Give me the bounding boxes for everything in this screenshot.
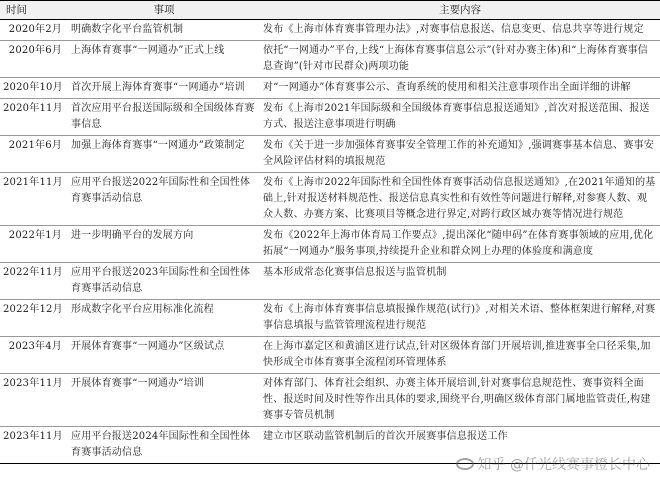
- row-desc: 在上海市嘉定区和黄浦区进行试点,针对区级体育部门开展培训,推进赛事全口径采集,加快形成全市体育赛事全流程闭环管理体系: [260, 337, 660, 374]
- row-desc: 发布《2022年上海市体育局工作要点》,提出深化“随申码”在体育赛事领域的应用,优化拓展“一网通办”服务事项,持续提升企业和群众网上办理的体验度和满意度: [260, 226, 660, 263]
- row-desc: 发布《上海市体育赛事管理办法》,对赛事信息报送、信息变更、信息共享等进行规定: [260, 20, 660, 41]
- row-date: 2022年12月: [0, 300, 68, 337]
- row-desc: 发布《上海市2021年国际级和全国级体育赛事信息报送通知》,首次对报送范围、报送方式、报送注意事项进行明确: [260, 99, 660, 136]
- row-date: 2023年11月: [0, 374, 68, 427]
- table-row: [0, 20, 660, 41]
- row-desc: 发布《上海市2022年国际性和全国性体育赛事活动信息报送通知》,在2021年通知的基础上,针对报送材料规范性、报送信息真实性和有效性等问题进行解释,对参赛人数、观众人数、办赛方案、比赛项目等概念进行界定,对跨行政区域办赛等情况进行规范: [260, 173, 660, 226]
- row-date: 2020年11月: [0, 99, 68, 136]
- table-header-row: [0, 1, 660, 20]
- row-desc: 发布《关于进一步加强体育赛事安全管理工作的补充通知》,强调赛事基本信息、赛事安全风险评估材料的填报规范: [260, 136, 660, 173]
- row-item: 首次应用平台报送国际级和全国级体育赛事信息: [68, 99, 260, 136]
- header-date: 时间: [0, 1, 68, 20]
- row-item: 加强上海体育赛事“一网通办”政策制定: [68, 136, 260, 173]
- table-row: [0, 337, 660, 374]
- row-date: 2021年11月: [0, 173, 68, 226]
- table-row: [0, 226, 660, 263]
- row-date: 2020年10月: [0, 78, 68, 99]
- row-desc: 对“一网通办”体育赛事公示、查询系统的使用和相关注意事项作出全面详细的讲解: [260, 78, 660, 99]
- row-item: 应用平台报送2023年国际性和全国性体育赛事活动信息: [68, 263, 260, 300]
- row-item: 形成数字化平台应用标准化流程: [68, 300, 260, 337]
- header-item: 事项: [68, 1, 260, 20]
- row-date: 2022年11月: [0, 263, 68, 300]
- table-row: [0, 136, 660, 173]
- row-desc: 发布《上海市体育赛事信息填报操作规范(试行)》,对相关术语、整体框架进行解释,对赛事信息填报与监管管理流程进行规范: [260, 300, 660, 337]
- row-item: 开展体育赛事“一网通办”区级试点: [68, 337, 260, 374]
- row-item: 进一步明确平台的发展方向: [68, 226, 260, 263]
- table-row: [0, 263, 660, 300]
- row-item: 应用平台报送2022年国际性和全国性体育赛事活动信息: [68, 173, 260, 226]
- row-desc: 基本形成常态化赛事信息报送与监管机制: [260, 263, 660, 300]
- header-desc: 主要内容: [260, 1, 660, 20]
- table-row: [0, 173, 660, 226]
- row-item: 应用平台报送2024年国际性和全国性体育赛事活动信息: [68, 427, 260, 464]
- row-desc: 依托“一网通办”平台,上线“上海体育赛事信息公示”(针对办赛主体)和“上海体育赛事信息查询”(针对市民群众)两项功能: [260, 41, 660, 78]
- table-row: [0, 427, 660, 464]
- table-row: [0, 374, 660, 427]
- row-item: 明确数字化平台监管机制: [68, 20, 260, 41]
- table-row: [0, 300, 660, 337]
- watermark-text: 知乎 @仟光线赛事橙长中心: [477, 457, 650, 473]
- row-item: 上海体育赛事“一网通办”正式上线: [68, 41, 260, 78]
- row-item: 首次开展上海体育赛事“一网通办”培训: [68, 78, 260, 99]
- row-desc: 建立市区联动监管机制后的首次开展赛事信息报送工作: [260, 427, 660, 464]
- table-row: [0, 41, 660, 78]
- table-row: [0, 99, 660, 136]
- row-desc: 对体育部门、体育社会组织、办赛主体开展培训,针对赛事信息规范性、赛事资料全面性、报送时间及时性等作出具体的要求,围绕平台,明确区级体育部门属地监管责任,构建赛事专管员机制: [260, 374, 660, 427]
- row-date: 2023年11月: [0, 427, 68, 464]
- row-date: 2023年4月: [0, 337, 68, 374]
- row-date: 2022年1月: [0, 226, 68, 263]
- row-date: 2020年6月: [0, 41, 68, 78]
- table-row: [0, 78, 660, 99]
- row-date: 2021年6月: [0, 136, 68, 173]
- row-date: 2020年2月: [0, 20, 68, 41]
- row-item: 开展体育赛事“一网通办”培训: [68, 374, 260, 427]
